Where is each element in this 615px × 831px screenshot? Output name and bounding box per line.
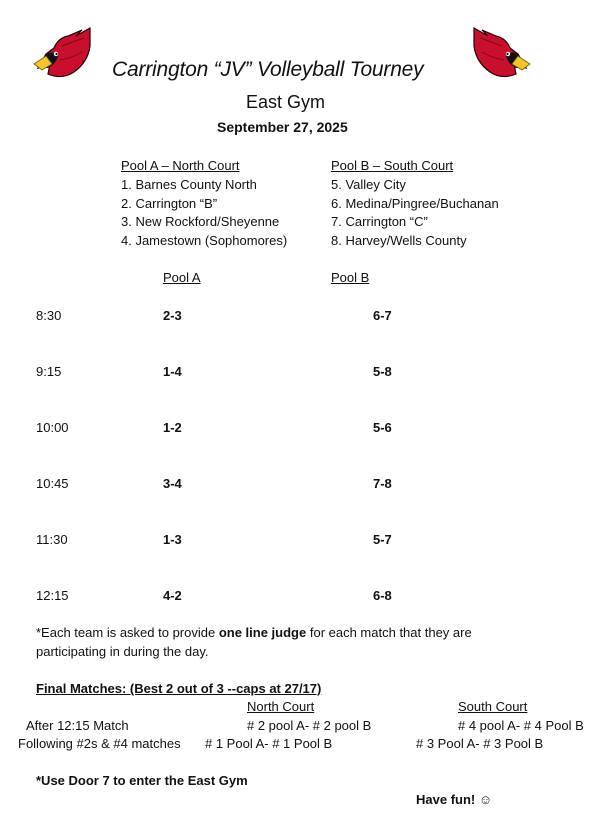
- schedule-time: 8:30: [36, 308, 62, 323]
- schedule-match-b: 7-8: [373, 476, 392, 491]
- schedule-time: 10:00: [36, 420, 69, 435]
- finals-row-label: After 12:15 Match: [26, 718, 129, 733]
- line-judge-note: [36, 625, 472, 640]
- line-judge-note-cont: participating in during the day.: [36, 644, 209, 659]
- pool-a-team: 3. New Rockford/Sheyenne: [121, 214, 280, 229]
- schedule-match-a: 3-4: [163, 476, 182, 491]
- cardinal-logo-icon: [32, 24, 94, 82]
- pool-a-team: 2. Carrington “B”: [121, 196, 218, 211]
- schedule-time: 10:45: [36, 476, 69, 491]
- pool-b-team: 5. Valley City: [331, 177, 406, 192]
- pool-b-team: 6. Medina/Pingree/Buchanan: [331, 196, 499, 211]
- cardinal-logo-icon: [470, 24, 532, 82]
- note-text: for each match that they are: [306, 625, 472, 640]
- note-text: *Each team is asked to provide: [36, 625, 219, 640]
- door-note: *Use Door 7 to enter the East Gym: [36, 773, 248, 788]
- location: East Gym: [246, 92, 326, 112]
- finals-south-match: # 3 Pool A- # 3 Pool B: [416, 736, 544, 751]
- schedule-match-b: 5-6: [373, 420, 392, 435]
- pool-a-team: 1. Barnes County North: [121, 177, 257, 192]
- pool-a-team: 4. Jamestown (Sophomores): [121, 233, 288, 248]
- event-date: September 27, 2025: [217, 119, 348, 135]
- schedule-match-b: 5-8: [373, 364, 392, 379]
- page-title: Carrington “JV” Volleyball Tourney: [112, 58, 424, 81]
- page-title-container: [112, 56, 466, 90]
- south-court-heading: South Court: [458, 699, 528, 714]
- schedule-match-a: 1-3: [163, 532, 182, 547]
- finals-north-match: # 2 pool A- # 2 pool B: [247, 718, 372, 733]
- schedule-time: 11:30: [36, 532, 68, 547]
- pool-b-heading: Pool B – South Court: [331, 158, 454, 173]
- schedule-match-a: 4-2: [163, 588, 182, 603]
- schedule-match-b: 6-8: [373, 588, 392, 603]
- finals-row-label: Following #2s & #4 matches: [18, 736, 181, 751]
- note-emphasis: one line judge: [218, 625, 307, 640]
- pool-a-heading: Pool A – North Court: [121, 158, 240, 173]
- north-court-heading: North Court: [247, 699, 315, 714]
- schedule-time: 9:15: [36, 364, 62, 379]
- schedule-col-pool-a: Pool A: [163, 270, 201, 285]
- schedule-match-a: 1-2: [163, 420, 182, 435]
- schedule-col-pool-b: Pool B: [331, 270, 370, 285]
- pool-b-team: 7. Carrington “C”: [331, 214, 428, 229]
- schedule-match-a: 1-4: [163, 364, 182, 379]
- schedule-match-b: 5-7: [373, 532, 392, 547]
- schedule-match-b: 6-7: [373, 308, 392, 323]
- finals-heading: Final Matches: (Best 2 out of 3 --caps at 27/17): [36, 681, 322, 696]
- have-fun: Have fun! ☺: [416, 792, 493, 807]
- finals-north-match: # 1 Pool A- # 1 Pool B: [205, 736, 333, 751]
- schedule-match-a: 2-3: [163, 308, 182, 323]
- schedule-time: 12:15: [36, 588, 69, 603]
- pool-b-team: 8. Harvey/Wells County: [331, 233, 467, 248]
- finals-south-match: # 4 pool A- # 4 Pool B: [458, 718, 584, 733]
